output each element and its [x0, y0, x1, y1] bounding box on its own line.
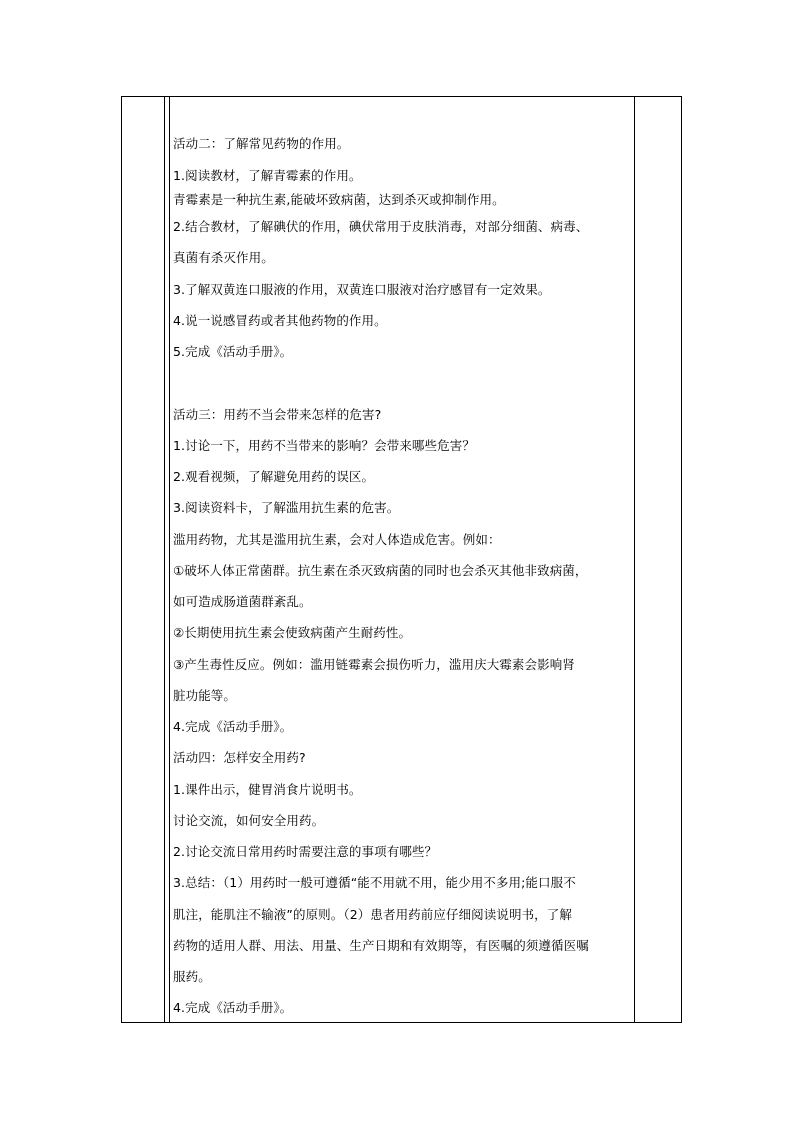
column-divider [164, 97, 165, 1022]
text-line: 2.结合教材，了解碘伏的作用，碘伏常用于皮肤消毒，对部分细菌、病毒、 [173, 219, 589, 234]
text-line: 肌注，能肌注不输液”的原则。（2）患者用药前应仔细阅读说明书，了解 [173, 907, 572, 922]
text-line: 1.阅读教材，了解青霉素的作用。 [173, 168, 362, 183]
activity-4-heading: 活动四：怎样安全用药? [173, 750, 306, 765]
text-line: 3.总结：（1）用药时一般可遵循“能不用就不用，能少用不多用;能口服不 [173, 875, 576, 890]
text-line: 2.观看视频，了解避免用药的误区。 [173, 469, 375, 484]
text-line: 滥用药物，尤其是滥用抗生素，会对人体造成危害。例如： [173, 532, 501, 547]
text-line: 青霉素是一种抗生素,能破坏致病菌，达到杀灭或抑制作用。 [173, 192, 505, 207]
text-line: ③产生毒性反应。例如：滥用链霉素会损伤听力，滥用庆大霉素会影响肾 [173, 657, 575, 672]
text-line: 药物的适用人群、用法、用量、生产日期和有效期等，有医嘱的须遵循医嘱 [173, 938, 589, 953]
text-line: ②长期使用抗生素会使致病菌产生耐药性。 [173, 625, 412, 640]
text-line: 4.完成《活动手册》。 [173, 1000, 293, 1015]
activity-3-heading: 活动三：用药不当会带来怎样的危害? [173, 407, 382, 422]
text-line: 2.讨论交流日常用药时需要注意的事项有哪些？ [173, 844, 438, 859]
text-line: 4.完成《活动手册》。 [173, 719, 293, 734]
column-divider [634, 97, 635, 1022]
text-line: 如可造成肠道菌群紊乱。 [173, 594, 312, 609]
text-line: 脏功能等。 [173, 688, 237, 703]
text-line: 3.了解双黄连口服液的作用，双黄连口服液对治疗感冒有一定效果。 [173, 282, 551, 297]
text-line: ①破坏人体正常菌群。抗生素在杀灭致病菌的同时也会杀灭其他非致病菌， [173, 563, 588, 578]
lesson-plan-table [121, 96, 682, 1023]
activity-2-heading: 活动二：了解常见药物的作用。 [173, 136, 350, 151]
text-line: 服药。 [173, 969, 211, 984]
column-divider [169, 97, 170, 1022]
text-line: 4.说一说感冒药或者其他药物的作用。 [173, 313, 387, 328]
text-line: 1.课件出示，健胃消食片说明书。 [173, 782, 362, 797]
text-line: 真菌有杀灭作用。 [173, 250, 274, 265]
text-line: 3.阅读资料卡，了解滥用抗生素的危害。 [173, 500, 400, 515]
text-line: 1.讨论一下，用药不当带来的影响？会带来哪些危害？ [173, 438, 475, 453]
text-line: 5.完成《活动手册》。 [173, 344, 293, 359]
text-line: 讨论交流，如何安全用药。 [173, 813, 325, 828]
